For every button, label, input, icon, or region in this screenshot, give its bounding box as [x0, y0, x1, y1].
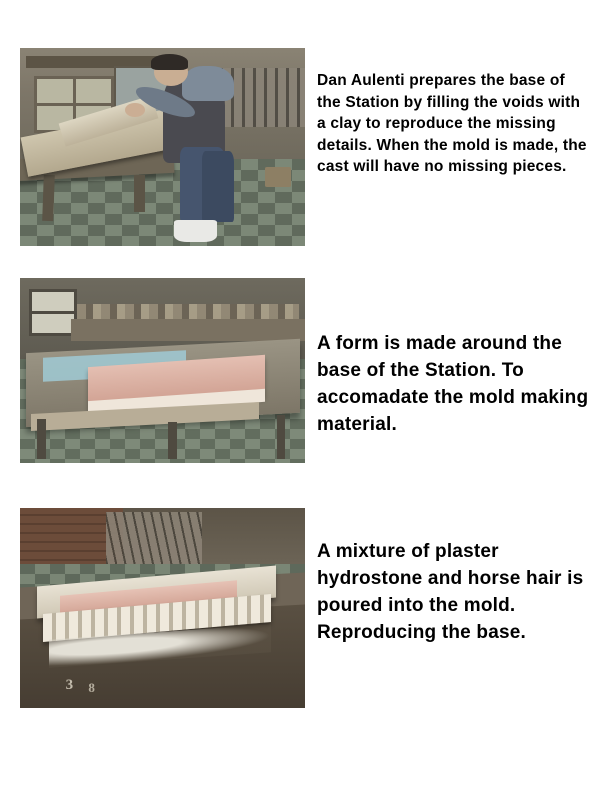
photo-stencil-number: 8: [88, 680, 95, 695]
photo-stencil-number: 3: [65, 677, 74, 693]
photo-man-filling-voids: [20, 48, 305, 246]
photo-table-leg: [277, 415, 286, 459]
photo-form-around-base: [20, 278, 305, 463]
photo-caption-row: [20, 48, 587, 246]
caption-text: A form is made around the base of the Station. To accomadate the mold making material.: [317, 333, 589, 435]
photo-bench-leg: [42, 175, 55, 221]
photo-person-shirt: [182, 66, 233, 102]
photo-plaster-poured: [20, 508, 305, 708]
caption-text: Dan Aulenti prepares the base of the Station by filling the voids with a clay to reproduce the missing details. When the mold is made, the cast will have no missing pieces.: [317, 72, 587, 175]
photo-bucket: [174, 220, 217, 242]
photo-back-bench: [71, 319, 305, 341]
photo-bench-leg: [134, 175, 145, 213]
photo-person-hair: [151, 54, 188, 70]
photo-metal-rods: [106, 512, 203, 564]
photo-person-pants: [202, 151, 233, 222]
photo-caption-row: [20, 508, 595, 708]
photo-table-leg: [168, 422, 177, 459]
photo-caption-row: [20, 278, 595, 463]
photo-table-leg: [37, 419, 46, 460]
photo-can: [265, 167, 291, 187]
photo-window: [29, 289, 78, 336]
caption-text: A mixture of plaster hydrostone and horse hair is poured into the mold. Reproducing the base.: [317, 541, 584, 643]
